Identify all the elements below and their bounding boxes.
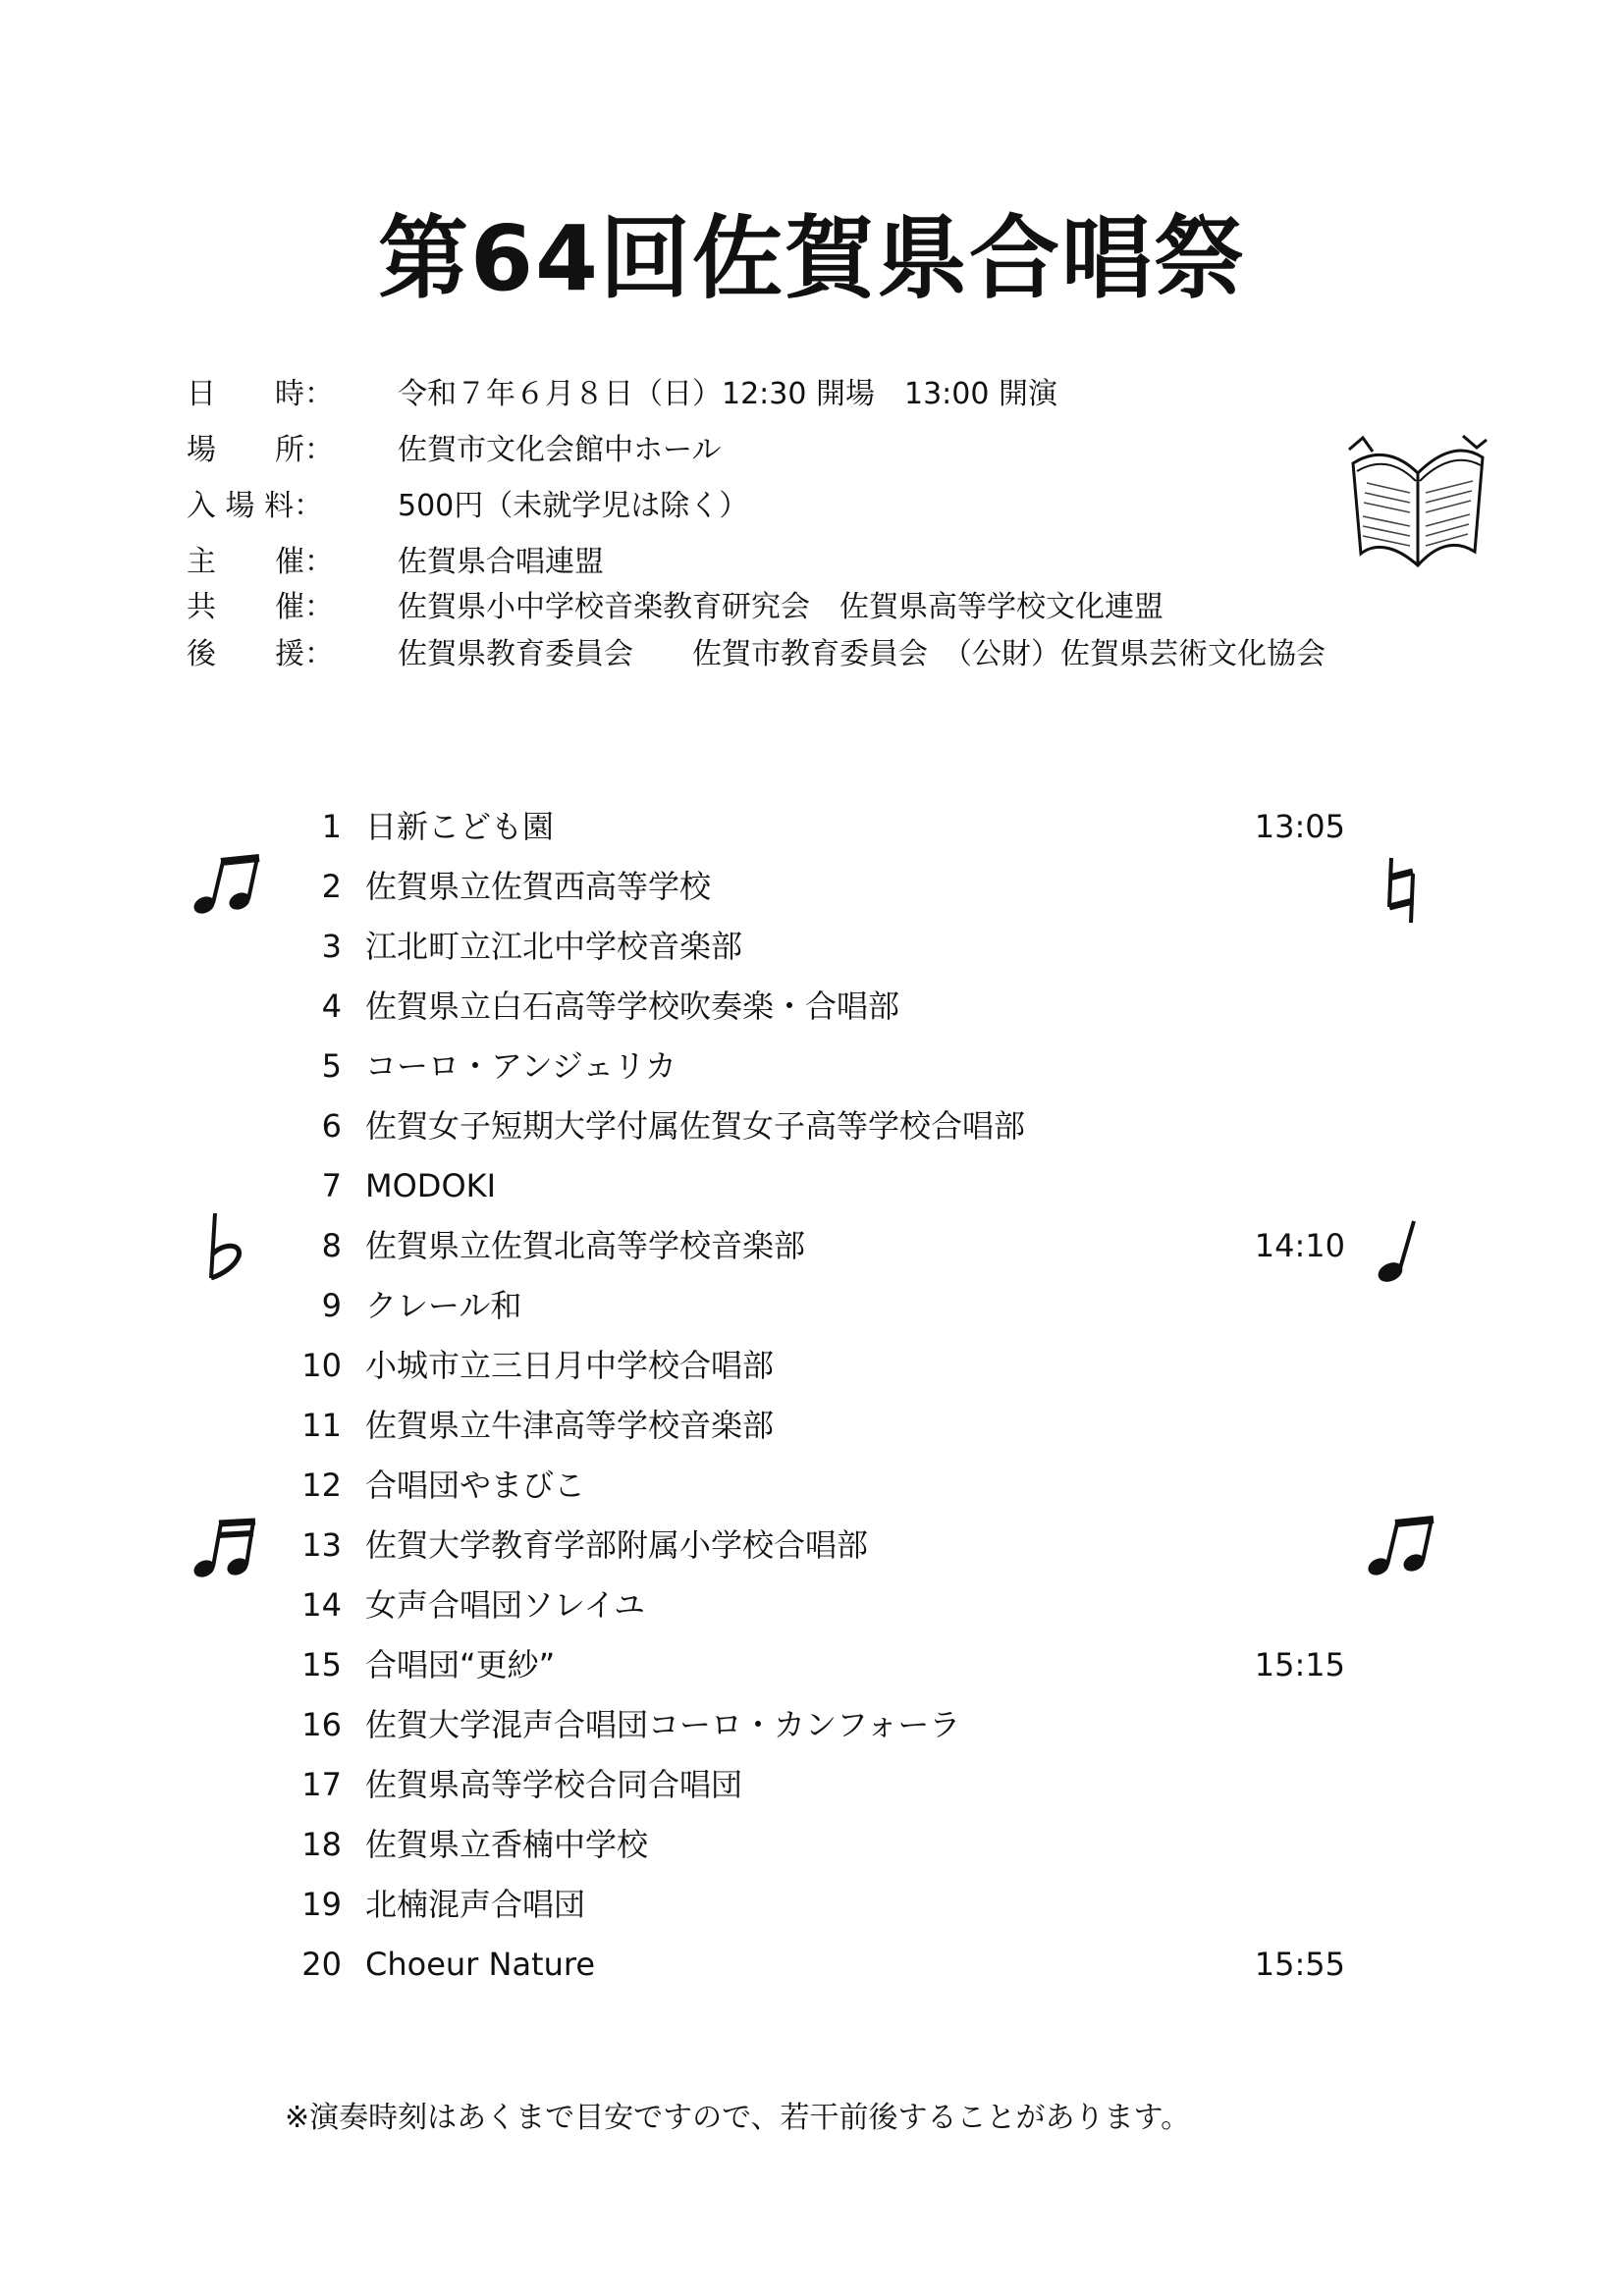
beamed-eighth-notes-icon xyxy=(189,852,267,921)
list-item xyxy=(285,862,1345,911)
performer-name: 女声合唱団ソレイユ xyxy=(365,1586,646,1624)
list-item xyxy=(285,1041,1345,1091)
list-item xyxy=(285,1760,1345,1809)
program-number: 2 xyxy=(321,868,342,905)
performer-name: 佐賀県立牛津高等学校音楽部 xyxy=(365,1407,775,1444)
list-item xyxy=(285,982,1345,1031)
performer-name: 佐賀県立佐賀北高等学校音楽部 xyxy=(365,1227,806,1264)
quarter-note-icon xyxy=(1373,1217,1426,1286)
program-number: 19 xyxy=(301,1886,342,1923)
program-number: 20 xyxy=(301,1946,342,1983)
program-number: 4 xyxy=(321,988,342,1025)
performance-time: 14:10 xyxy=(1254,1227,1345,1264)
program-number: 9 xyxy=(321,1287,342,1324)
performer-name: 佐賀県立佐賀西高等学校 xyxy=(365,868,712,905)
program-number: 18 xyxy=(301,1826,342,1863)
program-number: 16 xyxy=(301,1706,342,1743)
program-number: 8 xyxy=(321,1227,342,1264)
natural-sign-icon xyxy=(1378,854,1427,925)
beamed-eighth-notes-icon xyxy=(1363,1514,1441,1582)
info-value: 佐賀県小中学校音楽教育研究会 佐賀県高等学校文化連盟 xyxy=(398,590,1164,624)
performance-time: 15:55 xyxy=(1254,1946,1345,1983)
music-book-icon xyxy=(1343,432,1492,579)
program-number: 12 xyxy=(301,1467,342,1504)
list-item xyxy=(285,1401,1345,1450)
performer-name: 小城市立三日月中学校合唱部 xyxy=(365,1347,775,1384)
list-item xyxy=(285,802,1345,851)
info-label: 共 催： xyxy=(187,590,334,624)
list-item xyxy=(285,1461,1345,1510)
program-number: 3 xyxy=(321,928,342,965)
page-title: 第64回佐賀県合唱祭 xyxy=(377,206,1247,311)
info-label: 場 所： xyxy=(187,433,334,467)
program-number: 17 xyxy=(301,1766,342,1803)
program-number: 13 xyxy=(301,1526,342,1564)
timing-note: ※演奏時刻はあくまで目安ですので、若干前後することがあります。 xyxy=(285,2101,1191,2135)
performer-name: 北楠混声合唱団 xyxy=(365,1886,586,1923)
performer-name: 佐賀県立香楠中学校 xyxy=(365,1826,649,1863)
program-number: 1 xyxy=(321,808,342,845)
list-item xyxy=(285,922,1345,971)
program-number: 14 xyxy=(301,1586,342,1624)
list-item xyxy=(285,1700,1345,1749)
list-item xyxy=(285,1281,1345,1330)
info-value: 佐賀市文化会館中ホール xyxy=(398,433,722,467)
performer-name: 佐賀女子短期大学付属佐賀女子高等学校合唱部 xyxy=(365,1107,1026,1145)
performance-time: 15:15 xyxy=(1254,1646,1345,1683)
performer-name: 佐賀大学教育学部附属小学校合唱部 xyxy=(365,1526,869,1564)
list-item xyxy=(285,1940,1345,1989)
info-value: 500円（未就学児は除く） xyxy=(398,489,749,523)
performer-name: 佐賀県高等学校合同合唱団 xyxy=(365,1766,743,1803)
list-item xyxy=(285,1161,1345,1210)
program-number: 6 xyxy=(321,1107,342,1145)
list-item xyxy=(285,1640,1345,1689)
performer-name: 佐賀県立白石高等学校吹奏楽・合唱部 xyxy=(365,988,900,1025)
performer-name: Choeur Nature xyxy=(365,1946,596,1983)
list-item xyxy=(285,1580,1345,1629)
beamed-sixteenth-notes-icon xyxy=(189,1514,263,1584)
program-number: 10 xyxy=(301,1347,342,1384)
info-label: 入 場 料： xyxy=(187,489,324,523)
info-value: 令和７年６月８日（日）12:30 開場 13:00 開演 xyxy=(398,377,1057,411)
program-number: 7 xyxy=(321,1167,342,1204)
flat-sign-icon xyxy=(201,1209,250,1284)
info-label: 主 催： xyxy=(187,545,334,579)
list-item xyxy=(285,1521,1345,1570)
info-label: 後 援： xyxy=(187,637,334,671)
program-number: 15 xyxy=(301,1646,342,1683)
performer-name: 合唱団“更紗” xyxy=(365,1646,556,1683)
info-value: 佐賀県合唱連盟 xyxy=(398,545,604,579)
list-item xyxy=(285,1880,1345,1929)
list-item xyxy=(285,1820,1345,1869)
program-number: 11 xyxy=(301,1407,342,1444)
performer-name: コーロ・アンジェリカ xyxy=(365,1047,677,1085)
performer-name: クレール和 xyxy=(365,1287,522,1324)
performer-name: 日新こども園 xyxy=(365,808,555,845)
list-item xyxy=(285,1341,1345,1390)
performance-time: 13:05 xyxy=(1254,808,1345,845)
performer-name: 佐賀大学混声合唱団コーロ・カンフォーラ xyxy=(365,1706,961,1743)
info-value: 佐賀県教育委員会 佐賀市教育委員会 （公財）佐賀県芸術文化協会 xyxy=(398,637,1326,671)
performer-name: 合唱団やまびこ xyxy=(365,1467,586,1504)
list-item xyxy=(285,1101,1345,1150)
program-number: 5 xyxy=(321,1047,342,1085)
list-item xyxy=(285,1221,1345,1270)
performer-name: 江北町立江北中学校音楽部 xyxy=(365,928,743,965)
info-label: 日 時： xyxy=(187,377,334,411)
performer-name: MODOKI xyxy=(365,1167,497,1204)
